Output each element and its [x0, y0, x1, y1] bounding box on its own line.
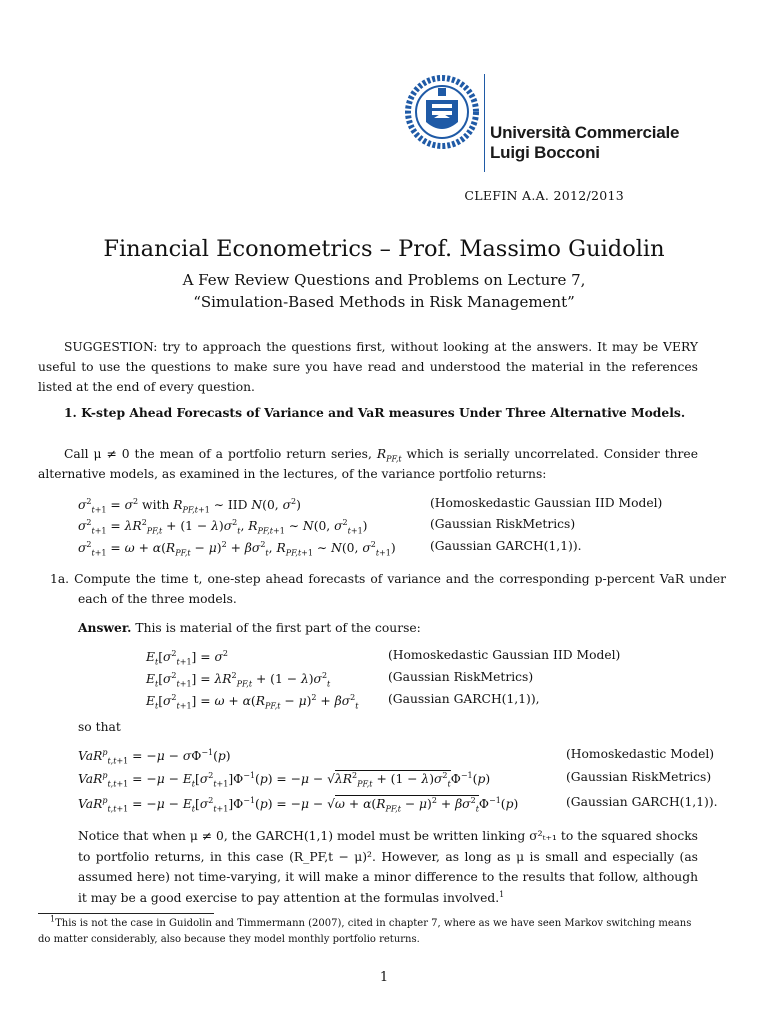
q1-intro-part-b: which is serially uncorrelated. Consider three alternative models, as examined in the lectures, of the variance portfolio returns:	[38, 447, 698, 481]
model-eq-3: $\sigma^2_{t+1} = \omega + \alpha(R_{PF,t} - \mu)^2 + \beta\sigma^2_t$, $R_{PF,t+1}$ ∼ N(0, $\sigma^2_{t+1}$)	[78, 539, 396, 558]
var-label-3: (Gaussian GARCH(1,1)).	[566, 795, 718, 809]
logo-divider	[484, 74, 485, 172]
model-label-1: (Homoskedastic Gaussian IID Model)	[430, 496, 663, 510]
forecast-eq-1: $E_t[\sigma^2_{t+1}] = \sigma^2$	[146, 648, 228, 667]
subtitle-line-2: “Simulation-Based Methods in Risk Management”	[193, 293, 575, 311]
document-title: Financial Econometrics – Prof. Massimo Guidolin	[103, 236, 665, 262]
page-number: 1	[379, 970, 389, 985]
so-that-text: so that	[78, 720, 121, 734]
bocconi-logo	[402, 72, 482, 156]
var-label-1: (Homoskedastic Model)	[566, 747, 715, 761]
var-eq-2: $VaR^p_{t,t+1} = -\mu - E_t[\sigma^2_{t+1}]\Phi^{-1}(p) = -\mu - √\lambda R^2_{PF,t} + (1 - \lambda)\sigma^2_t\Phi^{-1}(p)$	[78, 770, 491, 789]
notice-paragraph	[78, 826, 698, 908]
footnote-body: This is not the case in Guidolin and Timmermann (2007), cited in chapter 7, where as we have seen Markov switching means do matter considerably, also because they model monthly portfolio returns.	[38, 918, 692, 945]
question-1-intro: Call μ ≠ 0 the mean of a portfolio return series, $R_{PF,t}$ which is serially uncorrelated. Consider three alternative models, as examined in the lectures, of the variance portfolio returns:	[38, 447, 698, 481]
notice-text: Notice that when μ ≠ 0, the GARCH(1,1) model must be written linking σ²ₜ₊₁ to the squared shocks to portfolio returns, in this case (R_PF,t − μ)². However, as long as μ is small and especially (as assumed here) not time-varying, it will make a minor difference to the results that follow, although it may be a good exercise to pay attention at the formulas involved.	[78, 829, 698, 905]
subtitle-line-1: A Few Review Questions and Problems on Lecture 7,	[182, 271, 586, 289]
course-code: CLEFIN A.A. 2012/2013	[464, 188, 624, 203]
forecast-label-1: (Homoskedastic Gaussian IID Model)	[388, 648, 621, 662]
forecast-label-2: (Gaussian RiskMetrics)	[388, 670, 534, 684]
footnote-ref: 1	[499, 889, 505, 899]
suggestion-paragraph: SUGGESTION: try to approach the questions first, without looking at the answers. It may be VERY useful to use the questions to make sure you have read and understood the material in the references listed at the end of every question.	[38, 340, 698, 394]
model-label-3: (Gaussian GARCH(1,1)).	[430, 539, 582, 553]
q1-intro-part-a: Call μ ≠ 0 the mean of a portfolio return series,	[64, 447, 377, 461]
bocconi-crest-icon	[402, 72, 482, 152]
question-1-heading: 1. K-step Ahead Forecasts of Variance and VaR measures Under Three Alternative Models.	[64, 405, 686, 420]
var-eq-1: $VaR^p_{t,t+1} = -\mu - \sigma\Phi^{-1}(p)$	[78, 747, 231, 766]
university-name-line2: Luigi Bocconi	[490, 143, 600, 162]
footnote-text	[38, 916, 698, 948]
model-eq-2: $\sigma^2_{t+1} = \lambda R^2_{PF,t} + (1 - \lambda)\sigma^2_t$, $R_{PF,t+1}$ ∼ N(0, $\sigma^2_{t+1}$)	[78, 517, 368, 536]
forecast-eq-3: $E_t[\sigma^2_{t+1}] = \omega + \alpha(R_{PF,t} - \mu)^2 + \beta\sigma^2_t$	[146, 692, 359, 711]
footnote-rule	[38, 913, 214, 914]
var-label-2: (Gaussian RiskMetrics)	[566, 770, 712, 784]
model-eq-1: $\sigma^2_{t+1} = \sigma^2$ with $R_{PF,t+1}$ ∼ IID N(0, $\sigma^2$)	[78, 496, 301, 515]
answer-text: This is material of the first part of the course:	[135, 621, 421, 635]
answer-intro	[78, 618, 698, 638]
footnote-mark: 1	[50, 914, 56, 924]
answer-label: Answer.	[78, 620, 132, 635]
forecast-eq-2: $E_t[\sigma^2_{t+1}] = \lambda R^2_{PF,t} + (1 - \lambda)\sigma^2_t$	[146, 670, 331, 689]
model-label-2: (Gaussian RiskMetrics)	[430, 517, 576, 531]
var-eq-3: $VaR^p_{t,t+1} = -\mu - E_t[\sigma^2_{t+1}]\Phi^{-1}(p) = -\mu - √\omega + \alpha(R_{PF,t} - \mu)^2 + \beta\sigma^2_t\Phi^{-1}(p)$	[78, 795, 519, 814]
university-name-line1: Università Commerciale	[490, 123, 680, 142]
question-1a: 1a. Compute the time t, one-step ahead forecasts of variance and the corresponding p-percent VaR under each of the three models.	[50, 572, 726, 606]
university-name	[490, 123, 679, 163]
forecast-label-3: (Gaussian GARCH(1,1)),	[388, 692, 540, 706]
